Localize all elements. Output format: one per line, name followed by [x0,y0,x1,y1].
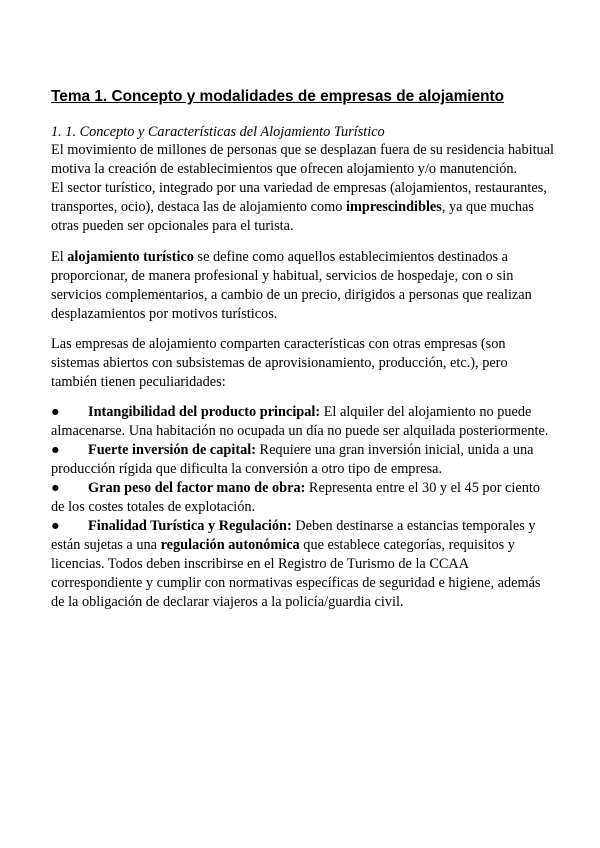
intro-section [51,141,556,236]
shared-text: Las empresas de alojamiento comparten características con otras empresas (son sistemas abiertos con subsistemas de aprovisionamiento, producción, etc.), pero también tienen peculiaridades: [51,336,508,390]
list-item-text: Requiere una gran inversión inicial, unida a una producción rígida que dificulta la conversión a otro tipo de empresa. [51,442,534,477]
intro-bold-term: imprescindibles [345,199,442,215]
list-item-title: Fuerte inversión de capital: [88,442,256,458]
intro-text-b: , ya que muchas otras pueden ser opcionales para el turista. [51,199,534,234]
bullet-icon: ● [51,404,60,420]
list-item-text-2: que establece categorías, requisitos y licencias. Todos deben inscribirse en el Registro de Turismo de la CCAA correspondiente y cumplir con normativas específicas de seguridad e higiene, además de la obligación de declarar viajeros a la policía/guardia civil. [51,537,541,610]
list-item [51,479,556,517]
list-item-title: Finalidad Turística y Regulación: [88,518,292,534]
page-title: Tema 1. Concepto y modalidades de empresas de alojamiento [51,88,505,105]
peculiarities-list [51,403,556,612]
list-item [51,441,556,479]
definition-text-a: El [51,249,68,265]
list-item-text: Representa entre el 30 y el 45 por ciento de los costes totales de explotación. [51,480,540,515]
bullet-icon: ● [51,518,60,534]
bullet-icon: ● [51,442,60,458]
bullet-icon: ● [51,480,60,496]
list-item [51,517,556,612]
intro-paragraph-1: El movimiento de millones de personas que se desplazan fuera de su residencia habitual motiva la creación de establecimientos que ofrecen alojamiento y/o manutención. [51,142,555,177]
definition-text-b: se define como aquellos establecimientos destinados a proporcionar, de manera profesional y habitual, servicios de hospedaje, con o sin servicios complementarios, a cambio de un precio, dirigidos a personas que realizan desplazamientos por motivos turísticos. [51,249,532,322]
definition-bold-term: alojamiento turístico [67,249,194,265]
list-item [51,403,556,441]
intro-text-a: El sector turístico, integrado por una variedad de empresas (alojamientos, restaurantes, transportes, ocio), destaca las de alojamiento como [51,180,547,215]
list-item-bold-term: regulación autonómica [160,537,300,553]
list-item-title: Intangibilidad del producto principal: [88,404,321,420]
list-item-text: Deben destinarse a estancias temporales y están sujetas a una [51,518,536,553]
section-subtitle: 1. 1. Concepto y Características del Alojamiento Turístico [51,124,385,140]
intro-paragraph-2 [51,179,556,236]
list-item-text: El alquiler del alojamiento no puede almacenarse. Una habitación no ocupada un día no puede ser alquilada posteriormente. [51,404,549,439]
definition-paragraph [51,248,556,324]
shared-paragraph [51,335,556,392]
list-item-title: Gran peso del factor mano de obra: [88,480,306,496]
